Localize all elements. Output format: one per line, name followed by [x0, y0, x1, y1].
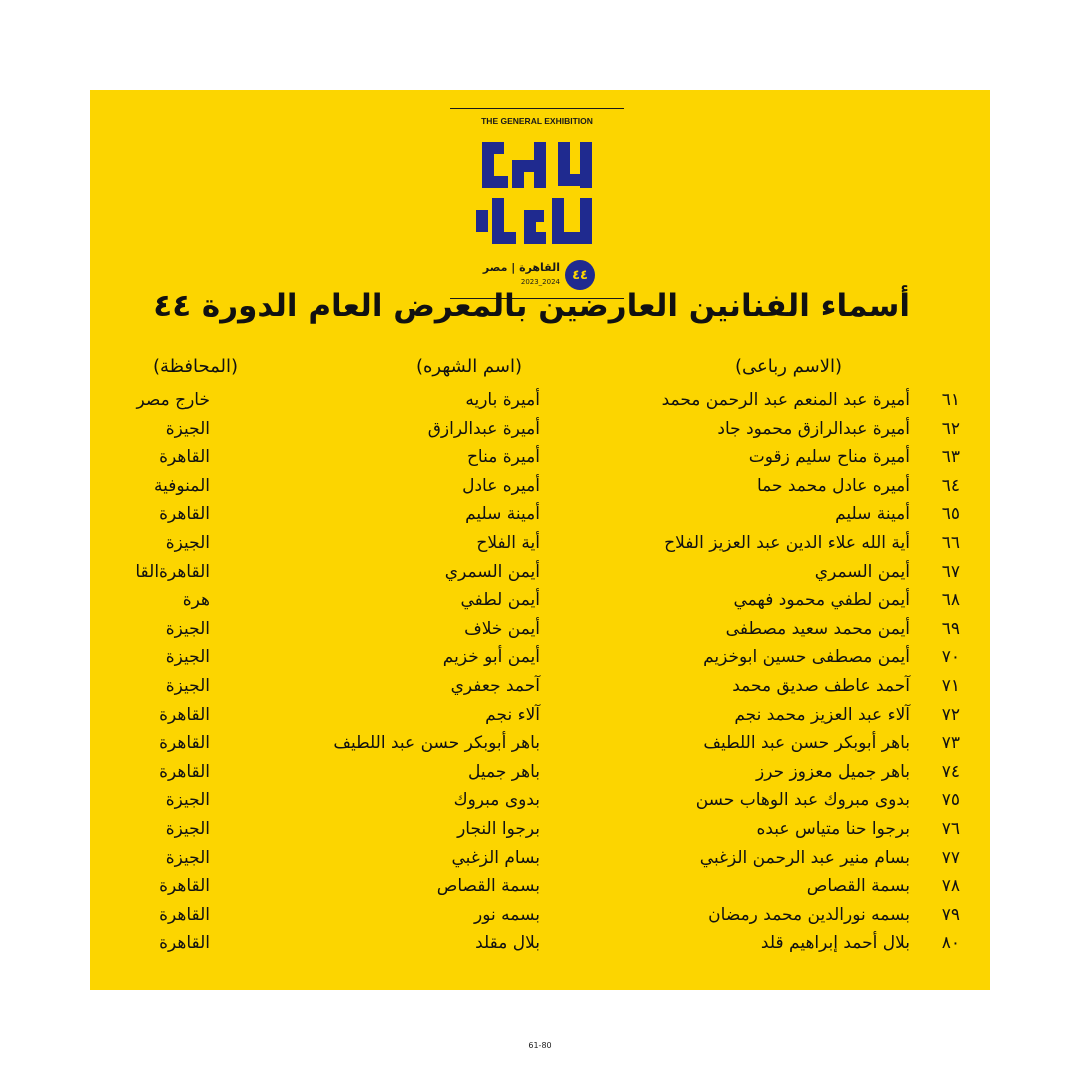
row-governorate: المنوفية	[153, 475, 210, 496]
row-number: ٧٥	[941, 790, 960, 811]
row-full-name: أميرة عبد المنعم عبد الرحمن محمد	[661, 390, 910, 410]
edition-badge: ٤٤	[565, 260, 595, 290]
table-row	[90, 504, 990, 533]
row-number: ٧٤	[941, 761, 960, 782]
row-number: ٧٩	[941, 904, 960, 925]
table-row	[90, 647, 990, 676]
row-known-name: بلال مقلد	[475, 933, 540, 954]
row-known-name: أيمن لطفي	[460, 590, 540, 611]
row-number: ٦٧	[941, 561, 960, 582]
table-row	[90, 619, 990, 648]
row-full-name: أيمن مصطفى حسين ابوخزيم	[703, 647, 910, 668]
row-governorate: القاهرة	[159, 447, 210, 468]
row-number: ٧٢	[941, 704, 960, 725]
header-full-name: (الاسم رباعى)	[734, 356, 842, 377]
table-row	[90, 819, 990, 848]
row-full-name: أيمن محمد سعيد مصطفى	[725, 618, 910, 639]
row-full-name: بسمه نورالدين محمد رمضان	[708, 904, 910, 925]
row-governorate: الجيزة	[165, 847, 210, 868]
page-title: أسماء الفنانين العارضين بالمعرض العام الدورة ٤٤	[153, 288, 910, 324]
row-full-name: أيمن لطفي محمود فهمي	[733, 590, 910, 611]
row-number: ٧٠	[941, 647, 960, 668]
page-number: 61-80	[528, 1041, 552, 1050]
header-known-name: (اسم الشهره)	[415, 356, 522, 377]
row-full-name: آحمد عاطف صديق محمد	[732, 675, 910, 696]
row-full-name: أميرة مناح سليم زقوت	[748, 447, 910, 468]
row-number: ٦٨	[941, 590, 960, 611]
row-known-name: أميرة عبدالرازق	[427, 418, 540, 439]
table-row	[90, 476, 990, 505]
row-full-name: أميرة عبدالرازق محمود جاد	[717, 418, 910, 439]
table-row	[90, 848, 990, 877]
row-number: ٦٤	[941, 475, 960, 496]
row-governorate: القاهرة	[159, 504, 210, 525]
row-known-name: أمينة سليم	[465, 504, 540, 525]
row-known-name: أميرة باريه	[465, 390, 540, 410]
table-row	[90, 590, 990, 619]
table-row	[90, 676, 990, 705]
row-number: ٦٢	[941, 418, 960, 439]
row-known-name: بدوى مبروك	[453, 790, 540, 811]
row-number: ٦٩	[941, 618, 960, 639]
row-governorate: الجيزة	[165, 790, 210, 811]
row-known-name: بسمة القصاص	[436, 876, 540, 897]
row-full-name: برجوا حنا متياس عبده	[756, 818, 910, 839]
row-governorate: الجيزة	[165, 618, 210, 639]
row-governorate: الجيزة	[165, 675, 210, 696]
row-governorate: القاهرةالقا	[135, 561, 210, 582]
row-number: ٦٥	[941, 504, 960, 525]
row-known-name: أميرة مناح	[466, 447, 540, 468]
row-full-name: آلاء عبد العزيز محمد نجم	[734, 704, 910, 725]
row-full-name: بسمة القصاص	[806, 876, 910, 897]
row-full-name: بلال أحمد إبراهيم قلد	[760, 933, 910, 954]
table-row	[90, 876, 990, 905]
row-number: ٧١	[941, 675, 960, 696]
row-governorate: الجيزة	[165, 818, 210, 839]
row-governorate: خارج مصر	[136, 390, 210, 410]
logo-city: القاهرة | مصر	[482, 261, 560, 274]
row-full-name: بسام منير عبد الرحمن الزغبي	[699, 847, 910, 868]
table-row	[90, 533, 990, 562]
row-known-name: آلاء نجم	[485, 704, 540, 725]
table-row	[90, 905, 990, 934]
row-number: ٧٧	[941, 847, 960, 868]
row-number: ٧٣	[941, 733, 960, 754]
row-full-name: أمينة سليم	[835, 504, 910, 525]
row-number: ٧٦	[941, 818, 960, 839]
row-full-name: أيمن السمري	[814, 561, 910, 582]
row-known-name: باهر جميل	[467, 761, 540, 782]
row-governorate: هرة	[182, 590, 210, 611]
row-governorate: الجيزة	[165, 647, 210, 668]
logo-top-rule	[450, 108, 624, 109]
row-known-name: بسام الزغبي	[451, 847, 540, 868]
row-known-name: أيمن خلاف	[464, 618, 540, 639]
row-full-name: باهر أبوبكر حسن عبد اللطيف	[703, 733, 910, 754]
table-row	[90, 705, 990, 734]
logo-years: 2023_2024	[520, 278, 560, 286]
row-full-name: بدوى مبروك عبد الوهاب حسن	[695, 790, 910, 811]
table-row	[90, 390, 990, 419]
header-governorate: (المحافظة)	[152, 356, 238, 377]
row-governorate: الجيزة	[165, 532, 210, 553]
row-full-name: أميره عادل محمد حما	[756, 475, 910, 496]
row-governorate: الجيزة	[165, 418, 210, 439]
table-row	[90, 790, 990, 819]
row-number: ٦٣	[941, 447, 960, 468]
row-known-name: أية الفلاح	[476, 532, 540, 553]
row-number: ٨٠	[941, 933, 960, 954]
table-row	[90, 562, 990, 591]
row-known-name: بسمه نور	[474, 904, 540, 925]
row-governorate: القاهرة	[159, 904, 210, 925]
table-row	[90, 933, 990, 962]
row-number: ٦١	[941, 390, 960, 410]
table-row	[90, 733, 990, 762]
row-known-name: أيمن السمري	[444, 561, 540, 582]
table-row	[90, 762, 990, 791]
row-known-name: أيمن أبو خزيم	[442, 647, 540, 668]
row-full-name: أية الله علاء الدين عبد العزيز الفلاح	[664, 532, 910, 553]
logo-calligraphy-mark	[472, 138, 602, 248]
row-known-name: باهر أبوبكر حسن عبد اللطيف	[333, 733, 540, 754]
row-number: ٧٨	[941, 876, 960, 897]
table-row	[90, 447, 990, 476]
row-governorate: القاهرة	[159, 704, 210, 725]
table-row	[90, 419, 990, 448]
row-full-name: باهر جميل معزوز حرز	[755, 761, 910, 782]
row-known-name: برجوا النجار	[457, 818, 540, 839]
row-governorate: القاهرة	[159, 761, 210, 782]
row-known-name: أميره عادل	[462, 475, 540, 496]
row-governorate: القاهرة	[159, 933, 210, 954]
row-number: ٦٦	[941, 532, 960, 553]
row-known-name: آحمد جعفري	[450, 675, 540, 696]
row-governorate: القاهرة	[159, 733, 210, 754]
poster	[90, 90, 990, 990]
row-governorate: القاهرة	[159, 876, 210, 897]
logo-caption: THE GENERAL EXHIBITION	[481, 116, 593, 126]
artists-table	[90, 390, 990, 962]
